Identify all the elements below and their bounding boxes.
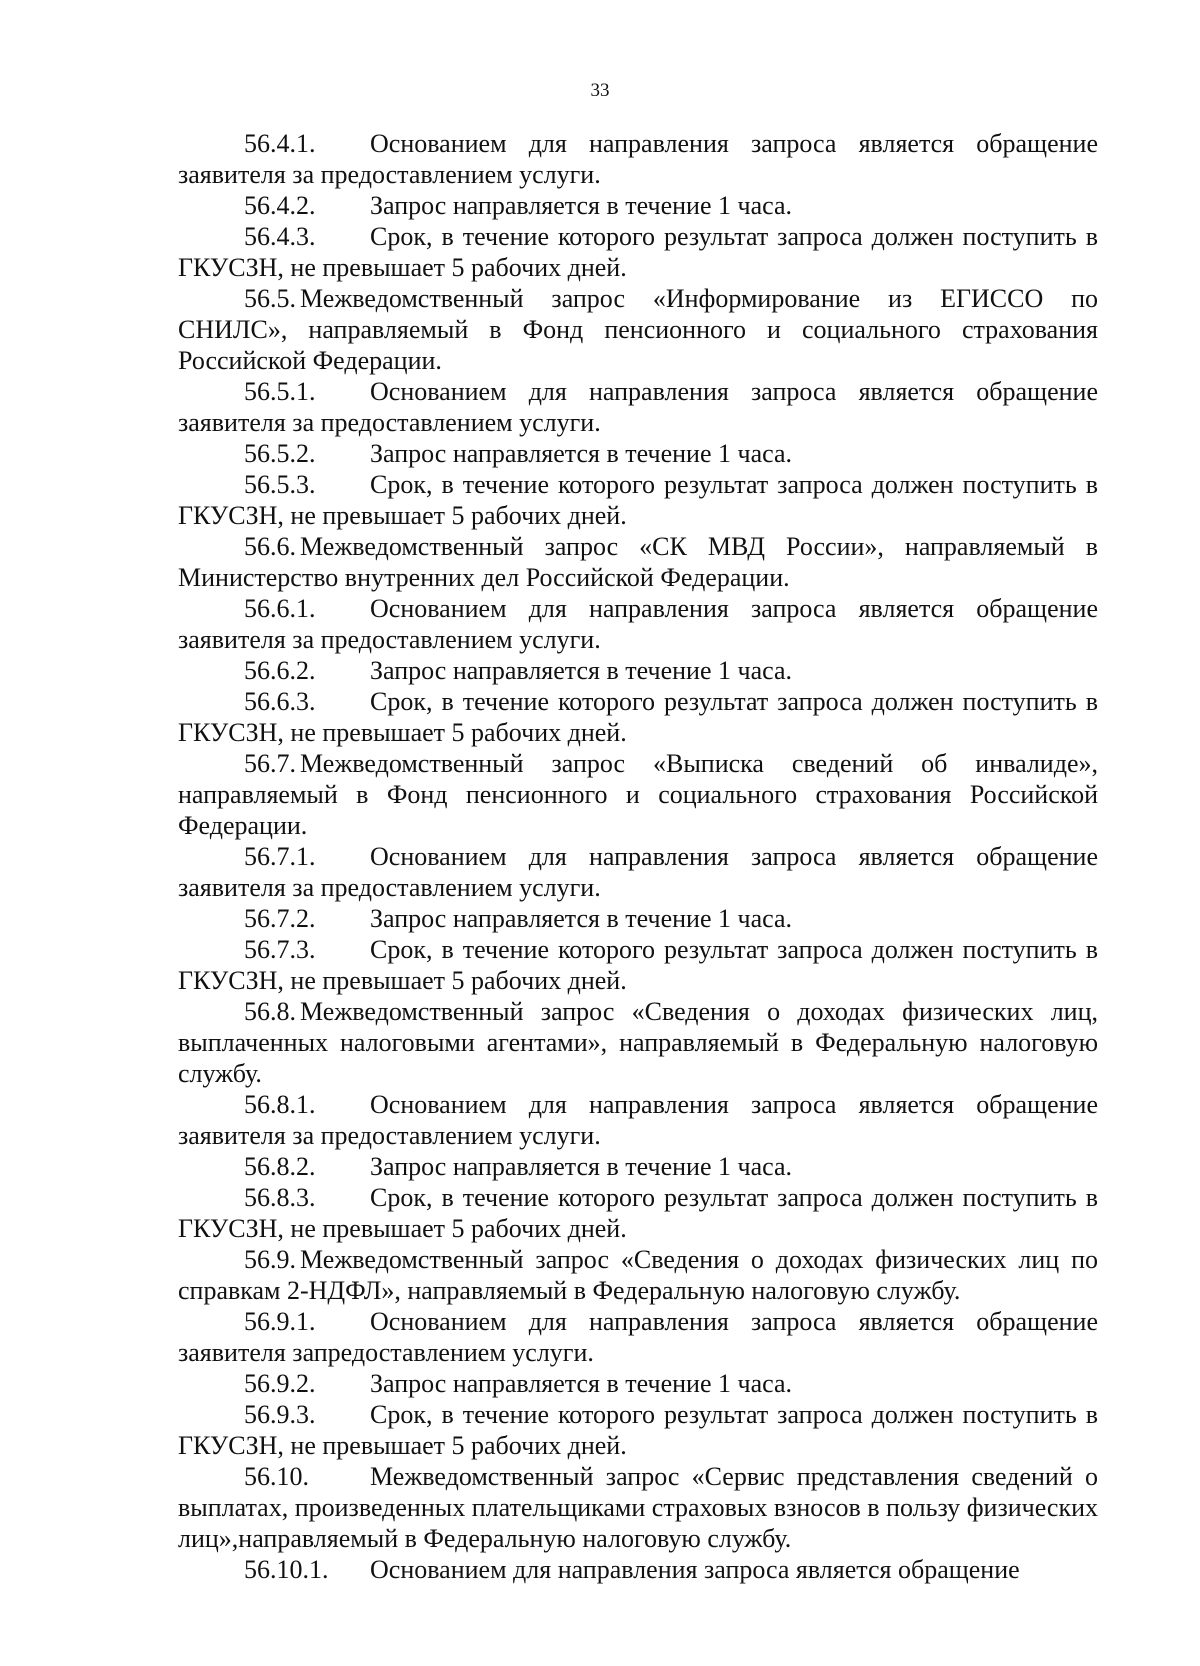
paragraph-text: Межведомственный запрос «Сервис представления сведений о выплатах, произведенных плательщиками страховых взносов в пользу физических лиц»,направляемый в Федеральную налоговую службу. <box>178 1462 1098 1553</box>
paragraph <box>178 128 1098 190</box>
paragraph <box>178 655 1098 686</box>
paragraph <box>178 190 1098 221</box>
paragraph-number: 56.9.3. <box>244 1400 316 1429</box>
paragraph-text: Срок, в течение которого результат запроса должен поступить в ГКУСЗН, не превышает 5 рабочих дней. <box>178 222 1098 282</box>
paragraph-text: Срок, в течение которого результат запроса должен поступить в ГКУСЗН, не превышает 5 рабочих дней. <box>178 470 1098 530</box>
paragraph <box>178 1368 1098 1399</box>
paragraph <box>178 593 1098 655</box>
paragraph <box>178 903 1098 934</box>
paragraph <box>178 1151 1098 1182</box>
paragraph-text: Основанием для направления запроса является обращение <box>370 1555 1020 1584</box>
paragraph-number: 56.5.1. <box>244 377 316 406</box>
paragraph-number: 56.10. <box>244 1462 309 1491</box>
paragraph-number: 56.6. <box>244 532 296 561</box>
paragraph-number: 56.6.1. <box>244 594 316 623</box>
paragraph-number: 56.9. <box>244 1245 296 1274</box>
paragraph-number: 56.9.1. <box>244 1307 316 1336</box>
paragraph-text: Основанием для направления запроса является обращение заявителя за предоставлением услуги. <box>178 1090 1098 1150</box>
paragraph-text: Межведомственный запрос «СК МВД России», направляемый в Министерство внутренних дел Российской Федерации. <box>178 532 1098 592</box>
paragraph-number: 56.8.3. <box>244 1183 316 1212</box>
paragraph-number: 56.4.2. <box>244 191 316 220</box>
paragraph-text: Межведомственный запрос «Выписка сведений об инвалиде», направляемый в Фонд пенсионного и социального страхования Российской Федерации. <box>178 749 1098 840</box>
paragraph-text: Запрос направляется в течение 1 часа. <box>370 1369 793 1398</box>
paragraph <box>178 1306 1098 1368</box>
paragraph-text: Основанием для направления запроса является обращение заявителя за предоставлением услуги. <box>178 594 1098 654</box>
paragraph-text: Запрос направляется в течение 1 часа. <box>370 904 793 933</box>
paragraph-text: Основанием для направления запроса является обращение заявителя запредоставлением услуги. <box>178 1307 1098 1367</box>
paragraph <box>178 934 1098 996</box>
paragraph <box>178 1182 1098 1244</box>
paragraph <box>178 1554 1098 1585</box>
paragraph-text: Запрос направляется в течение 1 часа. <box>370 656 793 685</box>
paragraph <box>178 996 1098 1089</box>
paragraph-text: Межведомственный запрос «Сведения о доходах физических лиц, выплаченных налоговыми агентами», направляемый в Федеральную налоговую службу. <box>178 997 1098 1088</box>
paragraph <box>178 1089 1098 1151</box>
paragraph-text: Срок, в течение которого результат запроса должен поступить в ГКУСЗН, не превышает 5 рабочих дней. <box>178 687 1098 747</box>
document-body <box>178 128 1098 1585</box>
paragraph-number: 56.9.2. <box>244 1369 316 1398</box>
paragraph <box>178 531 1098 593</box>
paragraph-number: 56.7.2. <box>244 904 316 933</box>
paragraph-number: 56.8.1. <box>244 1090 316 1119</box>
paragraph <box>178 1399 1098 1461</box>
paragraph <box>178 748 1098 841</box>
paragraph <box>178 438 1098 469</box>
paragraph-number: 56.8.2. <box>244 1152 316 1181</box>
paragraph-text: Межведомственный запрос «Сведения о доходах физических лиц по справкам 2-НДФЛ», направляемый в Федеральную налоговую службу. <box>178 1245 1098 1305</box>
paragraph-text: Срок, в течение которого результат запроса должен поступить в ГКУСЗН, не превышает 5 рабочих дней. <box>178 935 1098 995</box>
paragraph-text: Срок, в течение которого результат запроса должен поступить в ГКУСЗН, не превышает 5 рабочих дней. <box>178 1183 1098 1243</box>
paragraph-text: Основанием для направления запроса является обращение заявителя за предоставлением услуги. <box>178 842 1098 902</box>
paragraph-text: Основанием для направления запроса является обращение заявителя за предоставлением услуги. <box>178 129 1098 189</box>
paragraph-number: 56.5. <box>244 284 296 313</box>
paragraph <box>178 469 1098 531</box>
paragraph-number: 56.4.1. <box>244 129 316 158</box>
paragraph <box>178 1461 1098 1554</box>
paragraph-number: 56.5.2. <box>244 439 316 468</box>
paragraph-text: Запрос направляется в течение 1 часа. <box>370 1152 793 1181</box>
paragraph <box>178 686 1098 748</box>
paragraph-text: Срок, в течение которого результат запроса должен поступить в ГКУСЗН, не превышает 5 рабочих дней. <box>178 1400 1098 1460</box>
paragraph-number: 56.5.3. <box>244 470 316 499</box>
paragraph-number: 56.10.1. <box>244 1555 329 1584</box>
paragraph-number: 56.7.3. <box>244 935 316 964</box>
paragraph-text: Запрос направляется в течение 1 часа. <box>370 191 793 220</box>
paragraph-text: Межведомственный запрос «Информирование из ЕГИССО по СНИЛС», направляемый в Фонд пенсионного и социального страхования Российской Федерации. <box>178 284 1098 375</box>
paragraph-text: Запрос направляется в течение 1 часа. <box>370 439 793 468</box>
paragraph-number: 56.4.3. <box>244 222 316 251</box>
paragraph <box>178 376 1098 438</box>
page-number: 33 <box>590 80 610 101</box>
paragraph-number: 56.7.1. <box>244 842 316 871</box>
paragraph <box>178 283 1098 376</box>
paragraph <box>178 841 1098 903</box>
paragraph <box>178 1244 1098 1306</box>
paragraph-number: 56.8. <box>244 997 296 1026</box>
paragraph-number: 56.6.3. <box>244 687 316 716</box>
paragraph-text: Основанием для направления запроса является обращение заявителя за предоставлением услуги. <box>178 377 1098 437</box>
paragraph <box>178 221 1098 283</box>
paragraph-number: 56.6.2. <box>244 656 316 685</box>
paragraph-number: 56.7. <box>244 749 296 778</box>
